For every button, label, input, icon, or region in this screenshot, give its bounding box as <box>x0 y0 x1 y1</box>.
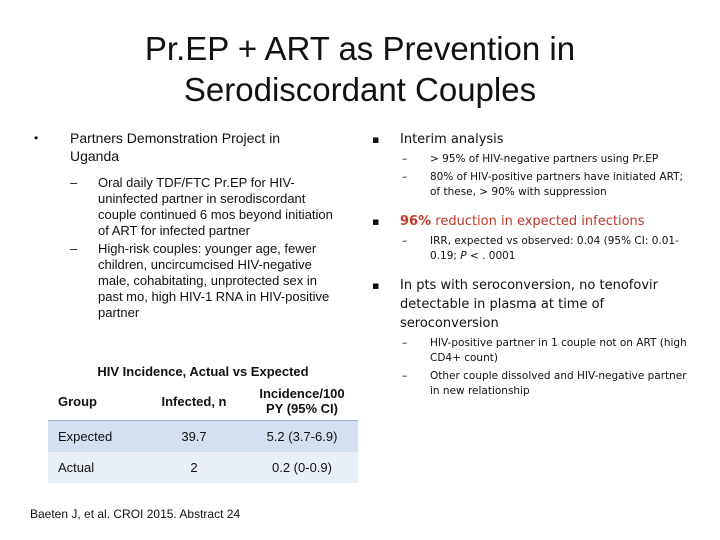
dash-icon: – <box>70 175 78 190</box>
reduction-text <box>400 212 700 231</box>
table-row <box>48 421 358 453</box>
row-incidence: 0.2 (0-0.9) <box>272 460 332 475</box>
header-infected: Infected, n <box>161 393 227 409</box>
seroconversion-text: In pts with seroconversion, no tenofovir detectable in plasma at time of seroconversion <box>400 278 658 331</box>
interim-text: Interim analysis <box>400 132 504 147</box>
irr-text-main: IRR, expected vs observed: 0.04 (95% CI: 0.01-0.19; <box>430 235 679 262</box>
citation: Baeten J, et al. CROI 2015. Abstract 24 <box>30 507 241 521</box>
left-sub-text-2: High-risk couples: younger age, fewer children, uncircumcised HIV-negative male, cohabitating, unprotected sex in past mo, high HIV-1 RNA in HIV-positive partner <box>98 241 330 320</box>
row-group: Expected <box>58 429 113 444</box>
left-column <box>30 129 350 321</box>
sero-sub-1 <box>400 336 710 366</box>
left-main-bullet <box>30 129 350 165</box>
irr-text <box>430 234 690 264</box>
square-bullet-icon: ▪ <box>372 215 380 228</box>
title-line-2: Serodiscordant Couples <box>183 71 537 108</box>
sero-sub-2 <box>400 369 710 399</box>
slide-title <box>0 28 720 110</box>
dash-icon: – <box>70 241 78 256</box>
table-title: HIV Incidence, Actual vs Expected <box>97 364 309 379</box>
row-incidence: 5.2 (3.7-6.9) <box>266 429 338 444</box>
dash-icon: – <box>402 370 408 382</box>
row-group: Actual <box>58 460 95 475</box>
sero-sub-text-2: Other couple dissolved and HIV-negative partner in new relationship <box>430 370 687 397</box>
reduction-sub <box>400 234 710 264</box>
dash-icon: – <box>402 235 408 247</box>
left-main-text: Partners Demonstration Project in Uganda <box>70 130 281 164</box>
dash-icon: – <box>402 337 408 349</box>
reduction-label: reduction in expected infections <box>431 214 645 229</box>
title-line-1: Pr.EP + ART as Prevention in <box>144 30 576 67</box>
sero-sub-text-1: HIV-positive partner in 1 couple not on ART (high CD4+ count) <box>430 337 687 364</box>
row-infected: 2 <box>190 460 198 475</box>
bullet-dot-icon: • <box>34 131 39 145</box>
table-header-row <box>48 382 358 421</box>
dash-icon: – <box>402 153 408 165</box>
irr-p-symbol: P <box>460 250 467 262</box>
right-column <box>370 130 710 399</box>
header-group: Group <box>58 393 97 409</box>
dash-icon: – <box>402 171 408 183</box>
table-row <box>48 452 358 483</box>
irr-p-value: < . 0001 <box>466 250 516 262</box>
right-bullet-reduction <box>370 212 710 231</box>
hiv-incidence-table <box>48 382 358 483</box>
square-bullet-icon: ▪ <box>372 133 380 146</box>
left-sub-bullet-2 <box>70 241 350 321</box>
left-sub-bullet-1 <box>70 175 350 239</box>
row-infected: 39.7 <box>181 429 207 444</box>
left-sub-text-1: Oral daily TDF/FTC Pr.EP for HIV-uninfected partner in serodiscordant couple continued 6 mos beyond initiation of ART for infected partner <box>98 175 333 238</box>
interim-sub-text-2: 80% of HIV-positive partners have initiated ART; of these, > 90% with suppression <box>430 171 684 198</box>
interim-sub-2 <box>400 170 710 200</box>
header-incidence: Incidence/100 PY (95% CI) <box>259 386 345 416</box>
reduction-percent: 96% <box>400 214 432 229</box>
right-bullet-seroconversion <box>370 276 710 333</box>
square-bullet-icon: ▪ <box>372 279 380 292</box>
interim-sub-text-1: > 95% of HIV-negative partners using Pr.EP <box>430 153 659 165</box>
interim-sub-1 <box>400 152 710 167</box>
right-bullet-interim <box>370 130 710 149</box>
